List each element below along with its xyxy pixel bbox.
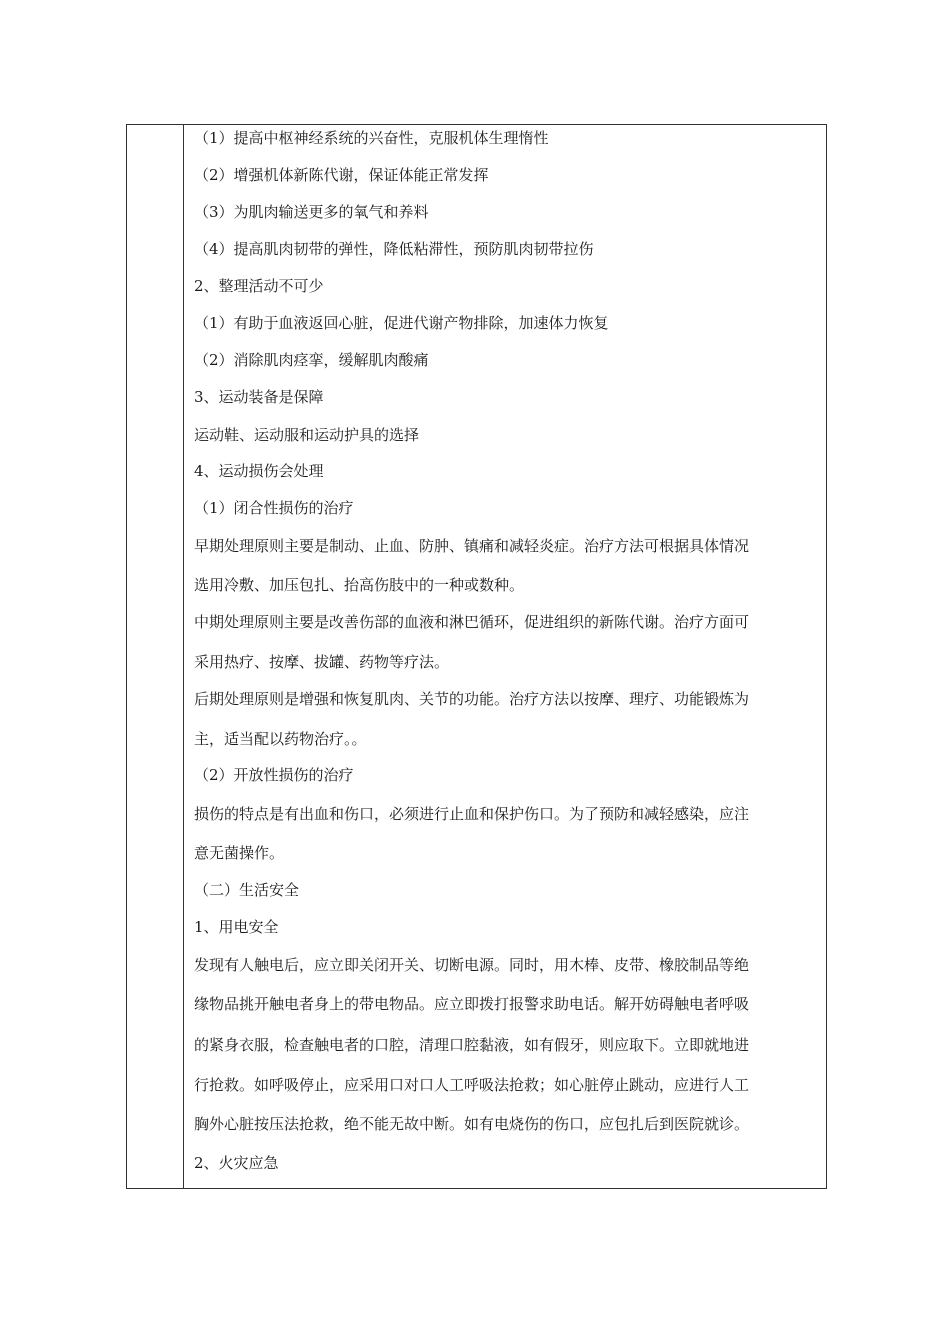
text-line: 采用热疗、按摩、拔罐、药物等疗法。	[194, 653, 450, 671]
text-line: （2）开放性损伤的治疗	[194, 766, 354, 784]
text-line: （1）有助于血液返回心脏，促进代谢产物排除，加速体力恢复	[194, 314, 609, 332]
text-line: 2、整理活动不可少	[194, 277, 324, 295]
text-line: （2）消除肌肉痉挛，缓解肌肉酸痛	[194, 351, 429, 369]
text-line: 胸外心脏按压法抢救，绝不能无故中断。如有电烧伤的伤口，应包扎后到医院就诊。	[194, 1115, 750, 1133]
text-line: （二）生活安全	[194, 881, 300, 899]
text-line: 4、运动损伤会处理	[194, 462, 324, 480]
content-cell	[184, 125, 826, 1188]
text-line: 意无菌操作。	[194, 844, 285, 862]
text-line: （1）提高中枢神经系统的兴奋性，克服机体生理惰性	[194, 129, 549, 147]
text-line: （3）为肌肉输送更多的氧气和养料	[194, 203, 429, 221]
text-line: 行抢救。如呼吸停止，应采用口对口人工呼吸法抢救；如心脏停止跳动，应进行人工	[194, 1076, 750, 1094]
text-line: 早期处理原则主要是制动、止血、防肿、镇痛和减轻炎症。治疗方法可根据具体情况	[194, 537, 750, 555]
text-line: 缘物品挑开触电者身上的带电物品。应立即拨打报警求助电话。解开妨碍触电者呼吸	[194, 995, 750, 1013]
text-line: （1）闭合性损伤的治疗	[194, 499, 354, 517]
text-line: 选用冷敷、加压包扎、抬高伤肢中的一种或数种。	[194, 576, 525, 594]
text-line: 主，适当配以药物治疗。。	[194, 730, 367, 748]
text-line: 运动鞋、运动服和运动护具的选择	[194, 426, 420, 444]
text-line: 1、用电安全	[194, 918, 279, 936]
text-line: （2）增强机体新陈代谢，保证体能正常发挥	[194, 166, 489, 184]
text-line: 3、运动装备是保障	[194, 388, 324, 406]
text-line: 的紧身衣服，检查触电者的口腔，清理口腔黏液，如有假牙，则应取下。立即就地进	[194, 1036, 750, 1054]
left-column	[127, 125, 184, 1188]
document-table	[126, 124, 827, 1189]
text-line: 2、火灾应急	[194, 1154, 279, 1172]
text-line: 发现有人触电后，应立即关闭开关、切断电源。同时，用木棒、皮带、橡胶制品等绝	[194, 956, 750, 974]
text-line: 中期处理原则主要是改善伤部的血液和淋巴循环，促进组织的新陈代谢。治疗方面可	[194, 613, 750, 631]
text-line: （4）提高肌肉韧带的弹性，降低粘滞性，预防肌肉韧带拉伤	[194, 240, 594, 258]
text-line: 损伤的特点是有出血和伤口，必须进行止血和保护伤口。为了预防和减轻感染，应注	[194, 805, 750, 823]
text-line: 后期处理原则是增强和恢复肌肉、关节的功能。治疗方法以按摩、理疗、功能锻炼为	[194, 690, 750, 708]
